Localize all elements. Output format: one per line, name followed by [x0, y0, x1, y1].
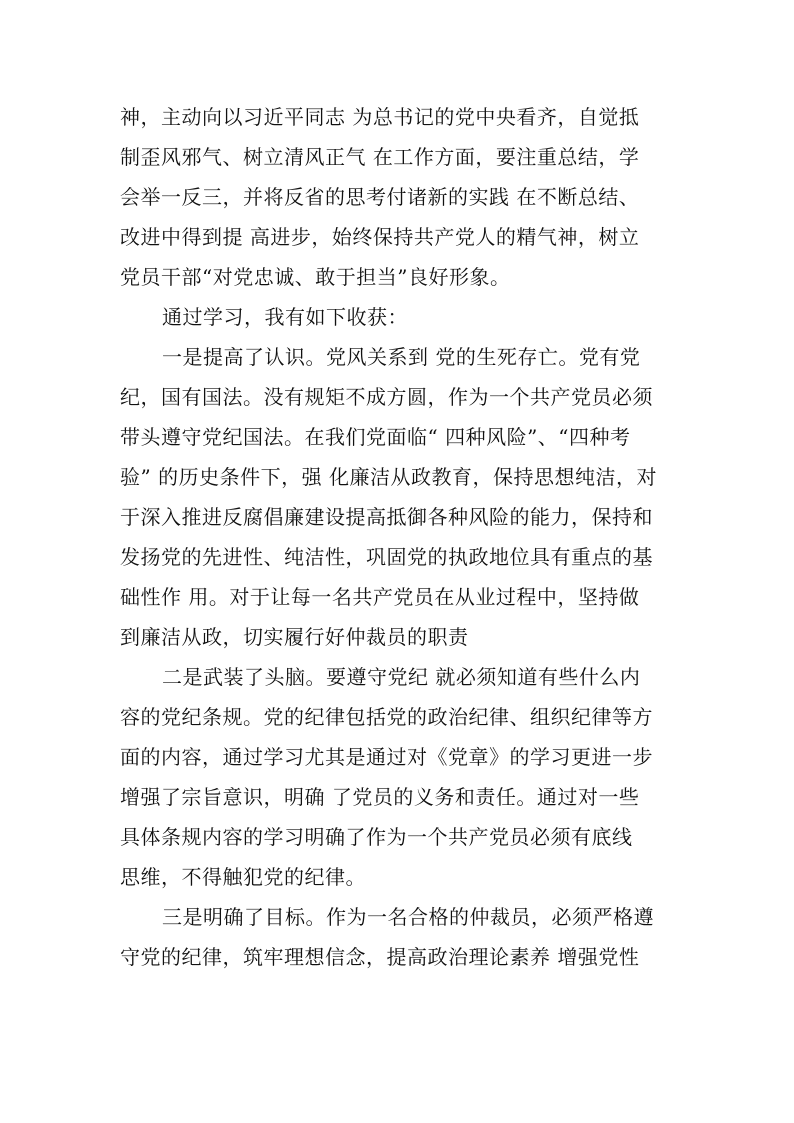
text-line: 面的内容，通过学习尤其是通过对《党章》的学习更进一步 [120, 745, 653, 769]
text-line: 增强了宗旨意识，明确 了党员的义务和责任。通过对一些 [120, 785, 640, 809]
text-line: 础性作 用。对于让每一名共产党员在从业过程中，坚持做 [120, 585, 640, 609]
text-line: 通过学习，我有如下收获： [162, 305, 408, 329]
text-line: 具体条规内容的学习明确了作为一个共产党员必须有底线 [120, 825, 633, 849]
text-line: 到廉洁从政，切实履行好仲裁员的职责 [120, 625, 469, 649]
text-line: 带头遵守党纪国法。在我们党面临“ 四种风险”、“四种考 [120, 425, 631, 449]
text-line: 党员干部“对党忠诚、敢于担当”良好形象。 [120, 265, 511, 289]
text-line: 制歪风邪气、树立清风正气 在工作方面，要注重总结，学 [120, 145, 640, 169]
text-line: 守党的纪律，筑牢理想信念，提高政治理论素养 增强党性 [120, 945, 640, 969]
text-line: 容的党纪条规。党的纪律包括党的政治纪律、组织纪律等方 [120, 705, 653, 729]
text-line: 验” 的历史条件下，强 化廉洁从政教育，保持思想纯洁，对 [120, 465, 657, 489]
text-line: 思维，不得触犯党的纪律。 [120, 865, 366, 889]
text-line: 会举一反三，并将反省的思考付诸新的实践 在不断总结、 [120, 185, 640, 209]
text-line: 二是武装了头脑。要遵守党纪 就必须知道有些什么内 [162, 665, 641, 689]
text-line: 发扬党的先进性、纯洁性，巩固党的执政地位具有重点的基 [120, 545, 653, 569]
text-line: 纪，国有国法。没有规矩不成方圆，作为一个共产党员必须 [120, 385, 653, 409]
body-text [120, 97, 678, 977]
text-line: 三是明确了目标。作为一名合格的仲裁员，必须严格遵 [162, 905, 654, 929]
text-line: 一是提高了认识。党风关系到 党的生死存亡。党有党 [162, 345, 641, 369]
text-line: 神，主动向以习近平同志 为总书记的党中央看齐，自觉抵 [120, 105, 640, 129]
text-line: 改进中得到提 高进步，始终保持共产党人的精气神，树立 [120, 225, 640, 249]
text-line: 于深入推进反腐倡廉建设提高抵御各种风险的能力，保持和 [120, 505, 653, 529]
